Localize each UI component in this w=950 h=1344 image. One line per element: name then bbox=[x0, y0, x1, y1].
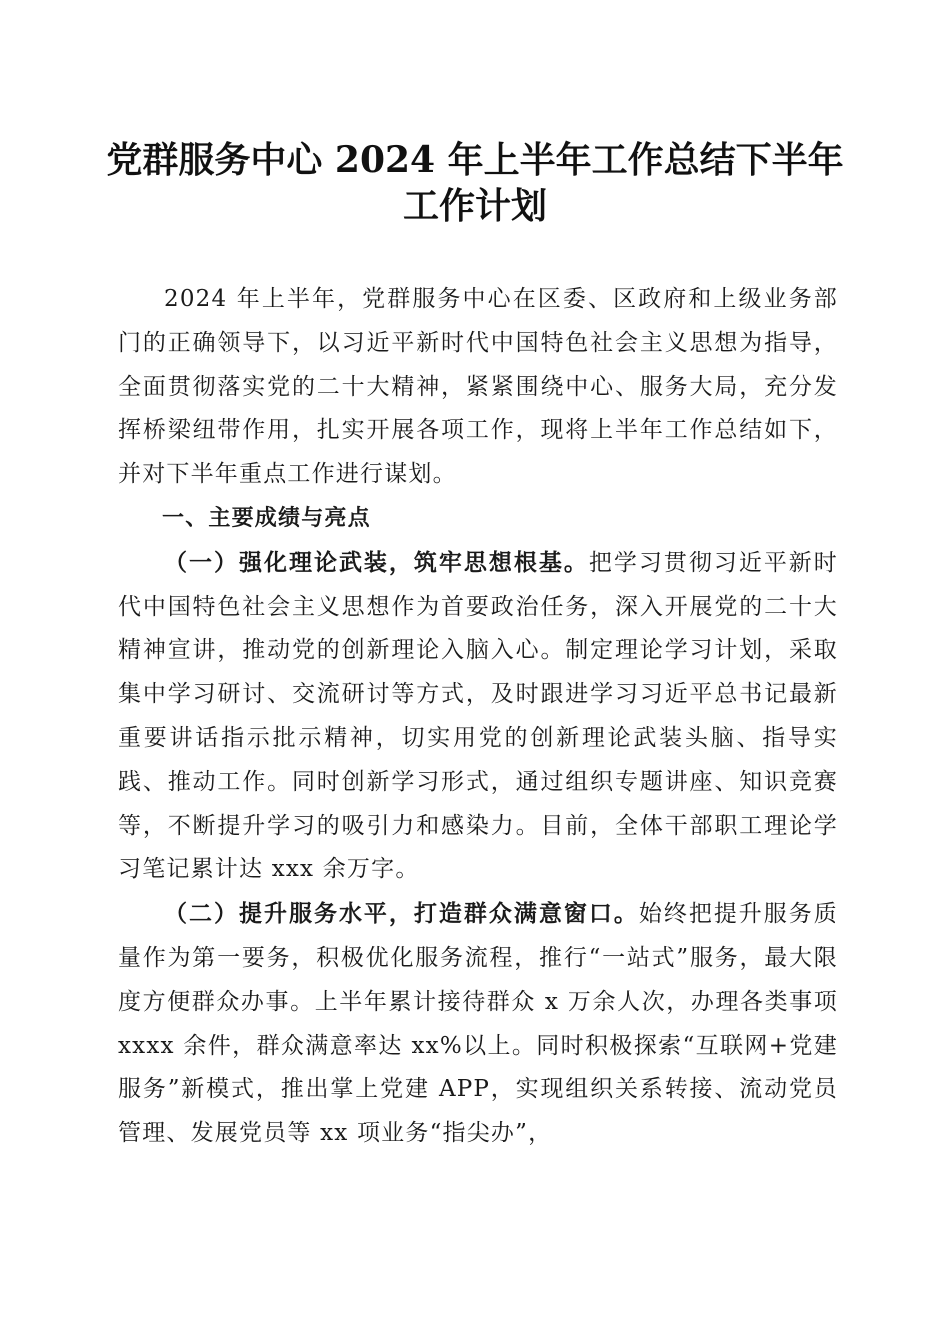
item-2-body: 始终把提升服务质量作为第一要务，积极优化服务流程，推行“一站式”服务，最大限度方便群众办事。上半年累计接待群众 x 万余人次，办理各类事项 xxxx 余件，群众满意率达 xx%以上。同时积极探索“互联网+党建服务”新模式，推出掌上党建 APP，实现组织关系转接、流动党员管理、发展党员等 xx 项业务“指尖办”， bbox=[118, 901, 838, 1147]
document-title-line-1: 党群服务中心 2024 年上半年工作总结下半年 bbox=[106, 139, 844, 181]
intro-paragraph: 2024 年上半年，党群服务中心在区委、区政府和上级业务部门的正确领导下，以习近平新时代中国特色社会主义思想为指导，全面贯彻落实党的二十大精神，紧紧围绕中心、服务大局，充分发挥桥梁纽带作用，扎实开展各项工作，现将上半年工作总结如下，并对下半年重点工作进行谋划。 bbox=[118, 286, 838, 488]
item-1-lead: （一）强化理论武装，筑牢思想根基。 bbox=[164, 548, 589, 576]
document-body bbox=[118, 278, 838, 1156]
item-paragraph-2 bbox=[118, 892, 838, 1156]
item-2-lead: （二）提升服务水平，打造群众满意窗口。 bbox=[164, 900, 639, 928]
item-paragraph-1 bbox=[118, 541, 838, 892]
document-title-line-2: 工作计划 bbox=[402, 185, 547, 227]
item-1-body: 把学习贯彻习近平新时代中国特色社会主义思想作为首要政治任务，深入开展党的二十大精神宣讲，推动党的创新理论入脑入心。制定理论学习计划，采取集中学习研讨、交流研讨等方式，及时跟进学习习近平总书记最新重要讲话指示批示精神，切实用党的创新理论武装头脑、指导实践、推动工作。同时创新学习形式，通过组织专题讲座、知识竞赛等，不断提升学习的吸引力和感染力。目前，全体干部职工理论学习笔记累计达 xxx 余万字。 bbox=[118, 549, 839, 883]
section-heading-1: 一、主要成绩与亮点 bbox=[162, 505, 371, 531]
